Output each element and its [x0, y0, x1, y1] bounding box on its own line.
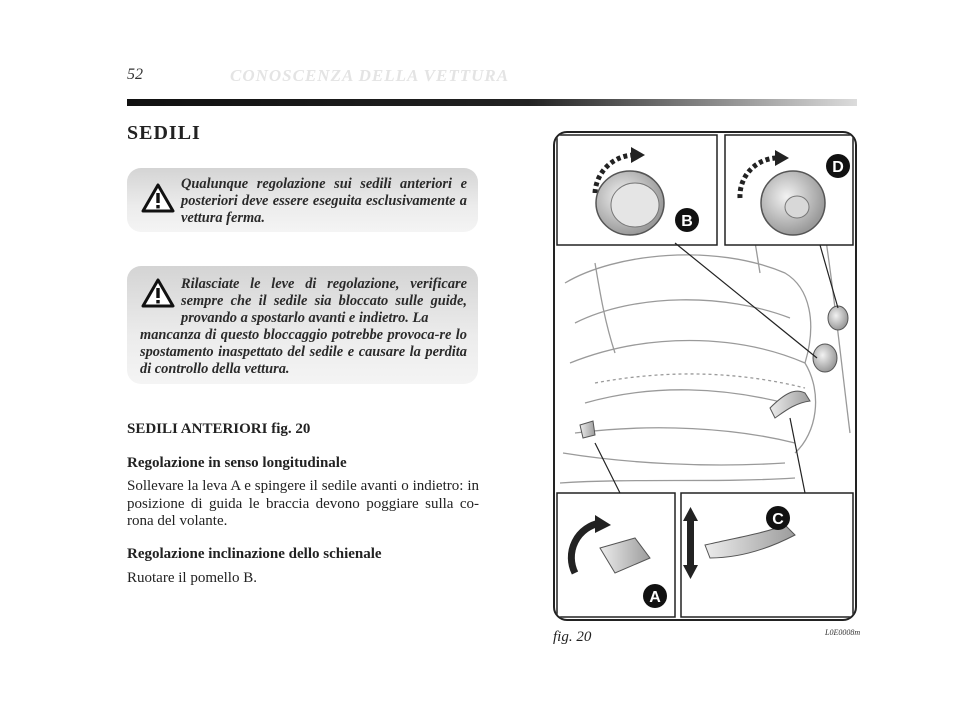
section-title: SEDILI	[127, 122, 201, 144]
leader-lines	[595, 243, 838, 493]
seat-figure	[553, 131, 857, 621]
knob-small-d	[828, 306, 848, 330]
warning-box-2	[127, 266, 478, 384]
warning-text-2-lead: Rilasciate le leve di regolazione, verificare sempre che il sedile sia bloccato sulle guide, provando a spostarlo avanti e indietro. La	[181, 276, 467, 326]
figure-caption: fig. 20	[553, 629, 592, 645]
paragraph-heading-2: Regolazione inclinazione dello schienale	[127, 546, 382, 562]
paragraph-text-1: Sollevare la leva A e spingere il sedile avanti o indietro: in posizione di guida le braccia devono poggiare sulla co-rona del volante.	[127, 478, 479, 529]
warning-triangle-icon	[141, 278, 175, 308]
callout-a	[643, 584, 667, 608]
inset-lever-c	[681, 493, 853, 617]
figure-code: L0E0008m	[825, 628, 861, 637]
page-number: 52	[127, 66, 143, 83]
lever-small-a	[580, 421, 595, 438]
paragraph-heading-1: Regolazione in senso longitudinale	[127, 455, 347, 471]
warning-text-1: Qualunque regolazione sui sedili anteriori e posteriori deve essere eseguita esclusivamente a vettura ferma.	[181, 176, 467, 226]
svg-text:A: A	[649, 589, 661, 606]
warning-box-1	[127, 168, 478, 232]
subsection-title: SEDILI ANTERIORI fig. 20	[127, 421, 311, 437]
callout-d	[826, 154, 850, 178]
callout-b	[675, 208, 699, 232]
paragraph-text-2: Ruotare il pomello B.	[127, 570, 257, 586]
svg-text:D: D	[832, 159, 844, 176]
svg-text:C: C	[772, 511, 784, 528]
warning-text-2-rest: mancanza di questo bloccaggio potrebbe provoca-re lo spostamento inaspettato del sedile e causare la perdita di controllo della vettura.	[140, 327, 467, 377]
warning-triangle-icon	[141, 183, 175, 213]
running-title: CONOSCENZA DELLA VETTURA	[230, 66, 510, 85]
svg-text:B: B	[681, 213, 693, 230]
header-rule	[127, 99, 857, 106]
seat-illustration	[555, 133, 855, 619]
callout-c	[766, 506, 790, 530]
lever-small-c	[770, 391, 810, 418]
